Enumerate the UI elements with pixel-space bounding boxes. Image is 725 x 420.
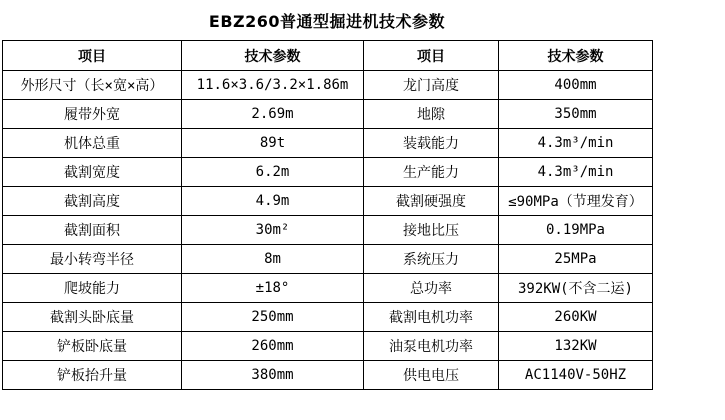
item-value-cell: 2.69m [182,100,364,129]
table-row [3,187,653,216]
item-label-cell: 截割电机功率 [364,303,499,332]
item-value-cell: 25MPa [499,245,653,274]
item-value-cell: 89t [182,129,364,158]
item-value-cell: AC1140V-50HZ [499,361,653,390]
item-label-cell: 生产能力 [364,158,499,187]
item-value-cell: 260mm [182,332,364,361]
table-row [3,129,653,158]
item-label-cell: 地隙 [364,100,499,129]
item-label-cell: 履带外宽 [3,100,182,129]
item-label-cell: 外形尺寸（长×宽×高） [3,71,182,100]
item-value-cell: 350mm [499,100,653,129]
item-value-cell: 400mm [499,71,653,100]
table-row [3,158,653,187]
column-header-item-1: 项目 [3,41,182,71]
item-label-cell: 爬坡能力 [3,274,182,303]
item-label-cell: 机体总重 [3,129,182,158]
table-row [3,100,653,129]
item-label-cell: 截割高度 [3,187,182,216]
item-label-cell: 总功率 [364,274,499,303]
spec-table [2,40,653,390]
table-row [3,216,653,245]
table-row [3,274,653,303]
table-row [3,303,653,332]
item-value-cell: 11.6×3.6/3.2×1.86m [182,71,364,100]
table-row [3,332,653,361]
page-title: EBZ260普通型掘进机技术参数 [208,12,446,31]
item-value-cell: 4.3m³/min [499,129,653,158]
item-label-cell: 截割宽度 [3,158,182,187]
item-label-cell: 截割头卧底量 [3,303,182,332]
item-label-cell: 供电电压 [364,361,499,390]
item-value-cell: 380mm [182,361,364,390]
header-row [3,41,653,71]
column-header-params-2: 技术参数 [499,41,653,71]
item-value-cell: ≤90MPa（节理发育） [499,187,653,216]
item-label-cell: 装载能力 [364,129,499,158]
table-row [3,71,653,100]
item-value-cell: 250mm [182,303,364,332]
item-label-cell: 龙门高度 [364,71,499,100]
spec-table-header [3,41,653,71]
item-value-cell: 4.3m³/min [499,158,653,187]
item-value-cell: 132KW [499,332,653,361]
item-value-cell: 4.9m [182,187,364,216]
item-label-cell: 最小转弯半径 [3,245,182,274]
item-label-cell: 截割面积 [3,216,182,245]
item-label-cell: 铲板抬升量 [3,361,182,390]
item-value-cell: ±18° [182,274,364,303]
item-label-cell: 铲板卧底量 [3,332,182,361]
item-label-cell: 系统压力 [364,245,499,274]
item-label-cell: 接地比压 [364,216,499,245]
column-header-item-2: 项目 [364,41,499,71]
table-row [3,361,653,390]
item-value-cell: 0.19MPa [499,216,653,245]
item-label-cell: 油泵电机功率 [364,332,499,361]
column-header-params-1: 技术参数 [182,41,364,71]
spec-table-body [3,71,653,390]
item-value-cell: 392KW(不含二运) [499,274,653,303]
table-row [3,245,653,274]
item-label-cell: 截割硬强度 [364,187,499,216]
item-value-cell: 6.2m [182,158,364,187]
item-value-cell: 8m [182,245,364,274]
item-value-cell: 260KW [499,303,653,332]
item-value-cell: 30m² [182,216,364,245]
